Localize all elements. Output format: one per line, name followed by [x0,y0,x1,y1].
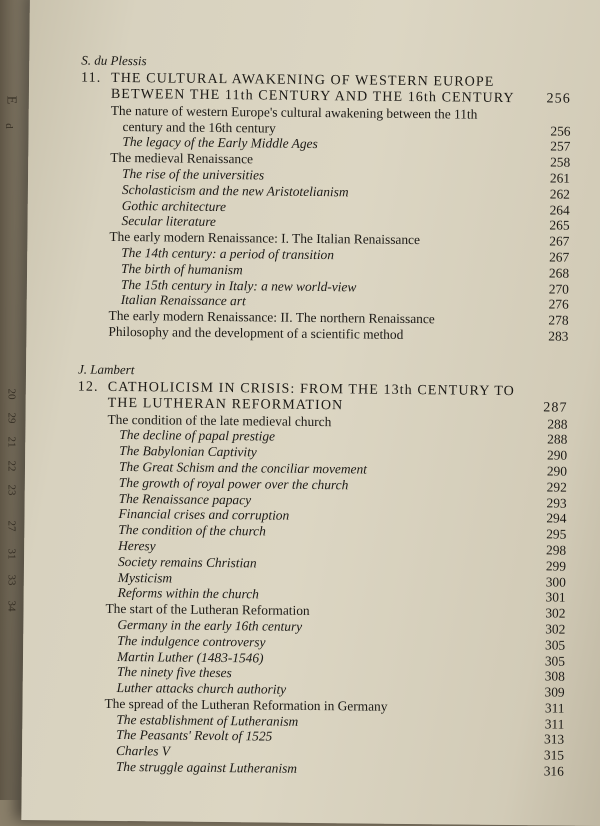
entry-page-number: 301 [545,589,566,605]
entry-label: The Babylonian Captivity [119,443,257,460]
table-of-contents [74,53,572,780]
entry-page-number: 308 [544,668,565,684]
entry-page-number: 265 [549,217,570,234]
entry-page-number: 302 [545,605,566,621]
entry-label: The spread of the Lutheran Reformation in Germany [104,695,388,714]
entry-page-number: 290 [546,447,568,463]
margin-mark: 21 [5,436,18,448]
entry-page-number: 292 [546,479,567,495]
chapter-page-number: 287 [543,400,568,416]
entry-label: Philosophy and the development of a scientific method [108,323,404,342]
chapter-author: S. du Plessis [81,52,147,69]
entry-label: The Peasants' Revolt of 1525 [116,727,273,745]
entry-label: Financial crises and corruption [118,506,290,524]
entry-label: Mysticism [117,569,173,586]
entry-page-number: 278 [548,312,569,328]
chapter-title-line-2: BETWEEN THE 11th CENTURY AND THE 16th CENTURY [110,86,515,107]
entry-page-number: 288 [547,431,568,447]
margin-mark: 27 [5,520,18,532]
entry-label: The nature of western Europe's cultural awakening between the 11th [110,102,478,122]
entry-page-number: 268 [548,265,570,281]
entry-page-number: 293 [546,494,567,511]
entry-label: Reforms within the church [117,585,259,602]
entry-page-number: 294 [546,510,567,526]
entry-page-number: 313 [544,731,565,748]
entry-page-number: 270 [548,281,569,297]
entry-label-continued: century and the 16th century [122,118,276,136]
entry-page-number: 302 [545,621,566,637]
entry-page-number: 264 [549,202,570,218]
entry-page-number: 267 [549,233,570,249]
entry-label: Italian Renaissance art [120,292,246,309]
entry-label: Society remains Christian [117,553,257,571]
margin-mark: 31 [5,548,18,560]
entry-label: The growth of royal power over the church [118,474,349,493]
entry-label: The Great Schism and the conciliar movement [118,458,368,477]
entry-label: The struggle against Lutheranism [115,759,298,776]
chapter-number: 11. [81,70,102,86]
book-page [21,0,600,826]
entry-label: The 14th century: a period of transition [121,244,335,263]
chapter-title-line-1: CATHOLICISM IN CRISIS: FROM THE 13th CENTURY TO [107,379,515,399]
margin-mark: 20 [5,388,18,400]
margin-mark: 23 [5,484,18,496]
margin-mark: d [2,123,15,129]
entry-page-number: 300 [545,573,566,590]
entry-label: The early modern Renaissance: II. The northern Renaissance [108,307,435,327]
entry-page-number: 267 [549,249,570,265]
chapter-author: J. Lambert [77,361,135,377]
entry-label: The start of the Lutheran Reformation [105,600,310,619]
chapter-title-line-2: THE LUTHERAN REFORMATION [107,395,344,414]
entry-label: The establishment of Lutheranism [116,711,299,729]
entry-page-number: 256 [550,123,571,139]
entry-page-number: 257 [550,138,571,155]
entry-page-number: 276 [548,296,569,313]
entry-page-number: 311 [544,716,565,732]
entry-label: The rise of the universities [122,165,265,183]
entry-page-number: 299 [545,558,567,574]
entry-page-number: 258 [550,154,571,170]
chapter-number: 12. [77,379,99,395]
entry-label: The condition of the late medieval church [107,411,332,429]
entry-label: The early modern Renaissance: I. The Italian Renaissance [109,229,421,248]
entry-page-number: 311 [544,700,565,716]
entry-label: The legacy of the Early Middle Ages [122,134,318,152]
entry-page-number: 315 [543,747,565,763]
entry-label: Luther attacks church authority [116,680,287,697]
entry-label: The birth of humanism [121,260,243,278]
entry-label: Charles V [115,743,171,759]
entry-page-number: 298 [545,542,567,558]
entry-page-number: 316 [543,763,564,779]
entry-page-number: 305 [545,637,566,653]
entry-label: The Renaissance papacy [118,490,252,507]
margin-mark: E [3,95,19,105]
entry-page-number: 309 [544,684,565,700]
entry-page-number: 261 [549,170,571,186]
entry-label: The 15th century in Italy: a new world-view [120,276,357,294]
entry-page-number: 295 [546,526,567,542]
entry-label: The condition of the church [118,522,266,539]
chapter-title-line-1: THE CULTURAL AWAKENING OF WESTERN EUROPE [111,70,495,90]
entry-label: Gothic architecture [121,197,227,214]
margin-mark: 33 [5,574,18,586]
margin-mark: 22 [5,460,18,472]
entry-page-number: 283 [548,328,569,344]
entry-label: Secular literature [121,213,217,230]
chapter-page-number: 256 [546,91,571,107]
entry-label: Heresy [118,537,156,554]
margin-mark: 29 [5,412,18,424]
margin-mark: 34 [5,600,18,612]
entry-label: The indulgence controversy [117,632,266,650]
entry-label: The decline of papal prestige [119,427,276,444]
entry-label: Scholasticism and the new Aristotelianism [121,181,349,200]
entry-label: The medieval Renaissance [110,150,254,167]
entry-page-number: 262 [549,186,570,202]
entry-page-number: 290 [546,463,568,479]
entry-label: The ninety five theses [116,664,232,681]
entry-label: Germany in the early 16th century [117,616,303,634]
entry-page-number: 305 [544,652,566,669]
entry-label: Martin Luther (1483-1546) [116,648,264,665]
entry-page-number: 288 [547,415,568,432]
